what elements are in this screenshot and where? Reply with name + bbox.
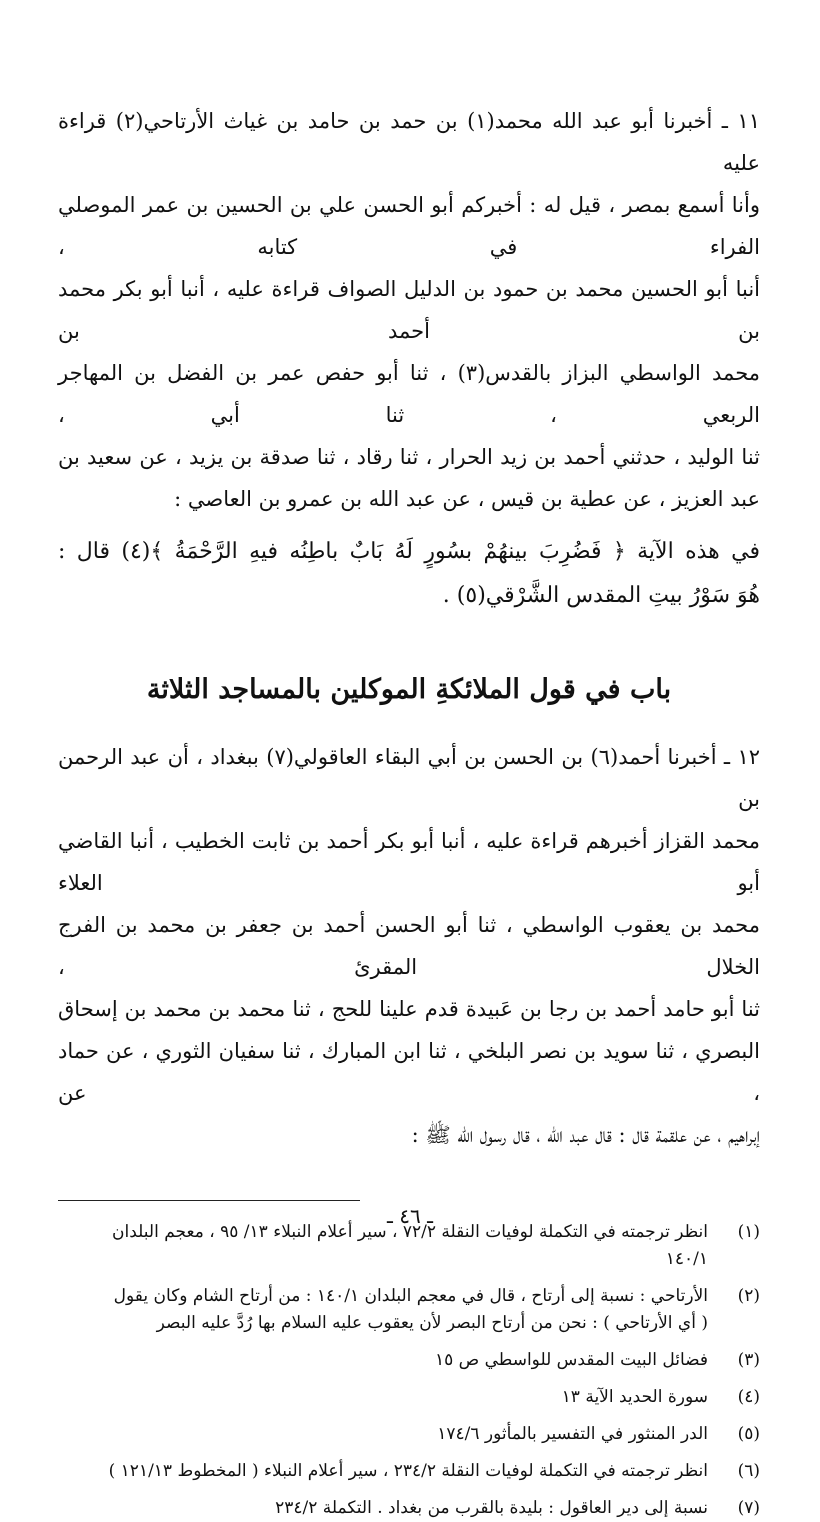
hadith-12-line: البصري ، ثنا سويد بن نصر البلخي ، ثنا ابن المبارك ، ثنا سفيان الثوري ، عن حماد ، عن [58,1039,760,1105]
footnote-number: (٤) [737,1387,760,1407]
footnote-number: (٢) [737,1286,760,1306]
hadith-11 [58,100,760,520]
footnote [58,1495,760,1522]
footnote-number: (٦) [737,1461,760,1481]
hadith-11-line: ١١ ـ أخبرنا أبو عبد الله محمد(١) بن حمد بن حامد بن غياث الأرتاحي(٢) قراءة عليه [58,109,760,175]
footnote-line: انظر ترجمته في التكملة لوفيات النقلة ٧٢/٢ ، سير أعلام النبلاء ١٣/ ٩٥ ، معجم البلدان [112,1222,708,1242]
quote-line: هُوَ سَوْرُ بيتِ المقدس الشَّرْقي(٥) . [442,583,760,608]
footnote-text [58,1458,708,1485]
chapter-heading: باب في قول الملائكةِ الموكلين بالمساجد الثلاثة [146,674,672,705]
footnote-line: الدر المنثور في التفسير بالمأثور ١٧٤/٦ [437,1424,708,1444]
footnote [58,1347,760,1374]
quote-line: في هذه الآية ﴿ فَضُرِبَ بينهُمْ بسُورٍ لَهُ بَابٌ باطِنُه فيهِ الرَّحْمَةُ ﴾(٤) قال : [58,539,761,564]
footnote-number: (٥) [737,1424,760,1444]
footnote-separator [58,1200,360,1201]
footnote-text [58,1421,708,1448]
hadith-12-line: محمد بن يعقوب الواسطي ، ثنا أبو الحسن أحمد بن جعفر بن محمد بن الفرج الخلال المقرئ ، [58,913,760,979]
footnote-text [58,1283,708,1337]
footnote-number: (٣) [737,1350,760,1370]
footnote-number: (٧) [737,1498,760,1518]
hadith-11-line: عبد العزيز ، عن عطية بن قيس ، عن عبد الله بن عمرو بن العاصي : [174,487,760,511]
hadith-11-line: وأنا أسمع بمصر ، قيل له : أخبركم أبو الحسن علي بن الحسين بن عمر الموصلي الفراء في كتابه ، [58,193,760,259]
hadith-12-line: ١٢ ـ أخبرنا أحمد(٦) بن الحسن بن أبي البقاء العاقولي(٧) ببغداد ، أن عبد الرحمن بن [58,745,760,811]
footnote [58,1458,760,1485]
page-number: ـ ٤٦ ـ [387,1204,433,1228]
hadith-12 [58,736,760,1156]
footnote-line: انظر ترجمته في التكملة لوفيات النقلة ٢٣٤/٢ ، سير أعلام النبلاء ( المخطوط ١٢١/١٣ ) [108,1461,708,1481]
hadith-12-line: إبراهيم ، عن علقمة قال : قال عبد الله ، قال رسول الله ﷺ : [411,1123,760,1147]
footnote-line: سورة الحديد الآية ١٣ [561,1387,708,1407]
footnote [58,1384,760,1411]
hadith-12-line: ثنا أبو حامد أحمد بن رجا بن عَبيدة قدم علينا للحج ، ثنا محمد بن محمد بن إسحاق [58,997,760,1021]
footnote-line: نسبة إلى دير العاقول : بليدة بالقرب من بغداد . التكملة ٢٣٤/٢ [275,1498,708,1518]
hadith-11-line: أنبا أبو الحسين محمد بن حمود بن الدليل الصواف قراءة عليه ، أنبا أبو بكر محمد بن أحمد بن [58,277,760,343]
footnote [58,1421,760,1448]
footnote-number: (١) [737,1222,760,1242]
hadith-12-line: محمد القزاز أخبرهم قراءة عليه ، أنبا أبو بكر أحمد بن ثابت الخطيب ، أنبا القاضي أبو العلاء [58,829,760,895]
footnote-line: فضائل البيت المقدس للواسطي ص ١٥ [434,1350,708,1370]
quran-quote [58,530,760,618]
hadith-11-line: ثنا الوليد ، حدثني أحمد بن زيد الحرار ، ثنا رقاد ، ثنا صدقة بن يزيد ، عن سعيد بن [58,445,760,469]
footnote-line: ( أي الأرتاحي ) : نحن من أرتاح البصر لأن يعقوب عليه السلام بها رُدَّ عليه البصر [156,1313,708,1333]
footnote-text [58,1384,708,1411]
footnote-text [58,1495,708,1522]
footnotes [58,1219,760,1522]
footnote-text [58,1347,708,1374]
hadith-11-line: محمد الواسطي البزاز بالقدس(٣) ، ثنا أبو حفص عمر بن الفضل بن المهاجر الربعي ، ثنا أبي ، [58,361,761,427]
footnote-line: الأرتاحي : نسبة إلى أرتاح ، قال في معجم البلدان ١٤٠/١ : من أرتاح الشام وكان يقول [113,1286,708,1306]
footnote-line: ١٤٠/١ [665,1249,708,1269]
footnote [58,1283,760,1337]
